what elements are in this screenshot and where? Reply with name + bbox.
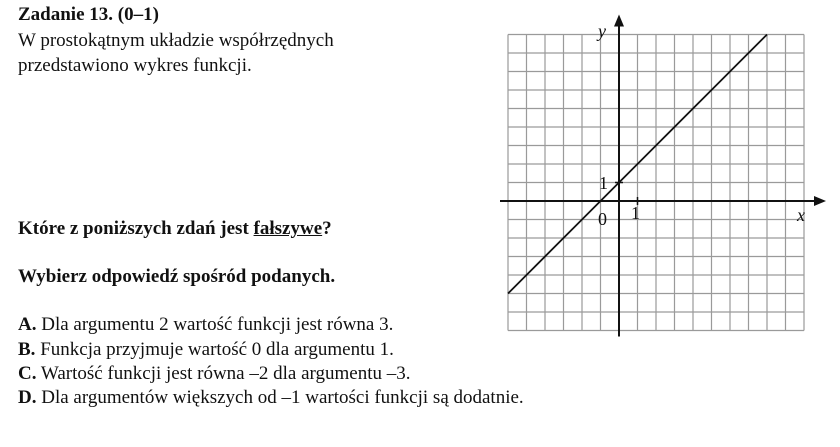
option-b[interactable] — [18, 339, 394, 361]
x-axis-label: x — [797, 205, 805, 225]
question-text: Które z poniższych zdań jest — [18, 218, 254, 239]
option-a-letter: A. — [18, 314, 37, 335]
function-graph — [490, 0, 830, 350]
option-c-text: Wartość funkcji jest równa –2 dla argumentu –3. — [40, 363, 411, 384]
origin-label: 0 — [598, 209, 607, 229]
option-d[interactable] — [18, 387, 524, 409]
option-b-letter: B. — [18, 339, 36, 360]
option-c-letter: C. — [18, 363, 37, 384]
option-c[interactable] — [18, 363, 411, 385]
axes — [500, 15, 826, 337]
instruction: Wybierz odpowiedź spośród podanych. — [18, 266, 336, 287]
task-intro-line-2: przedstawiono wykres funkcji. — [18, 55, 252, 76]
x-axis-arrow — [814, 196, 826, 206]
coordinate-grid — [508, 35, 804, 331]
option-a-text: Dla argumentu 2 wartość funkcji jest równa 3. — [41, 314, 394, 335]
question — [18, 218, 332, 240]
question-emphasis: fałszywe — [253, 218, 323, 239]
y-axis-arrow — [614, 15, 624, 27]
option-d-text: Dla argumentów większych od –1 wartości funkcji są dodatnie. — [41, 387, 524, 408]
option-a[interactable] — [18, 314, 393, 336]
task-title: Zadanie 13. (0–1) — [18, 4, 159, 25]
option-d-letter: D. — [18, 387, 37, 408]
question-mark: ? — [322, 218, 332, 239]
x-unit-label: 1 — [631, 203, 640, 223]
task-intro-line-1: W prostokątnym układzie współrzędnych — [18, 30, 334, 51]
y-axis-label: y — [598, 21, 606, 41]
option-b-text: Funkcja przyjmuje wartość 0 dla argumentu 1. — [40, 339, 394, 360]
y-unit-label: 1 — [599, 173, 608, 193]
